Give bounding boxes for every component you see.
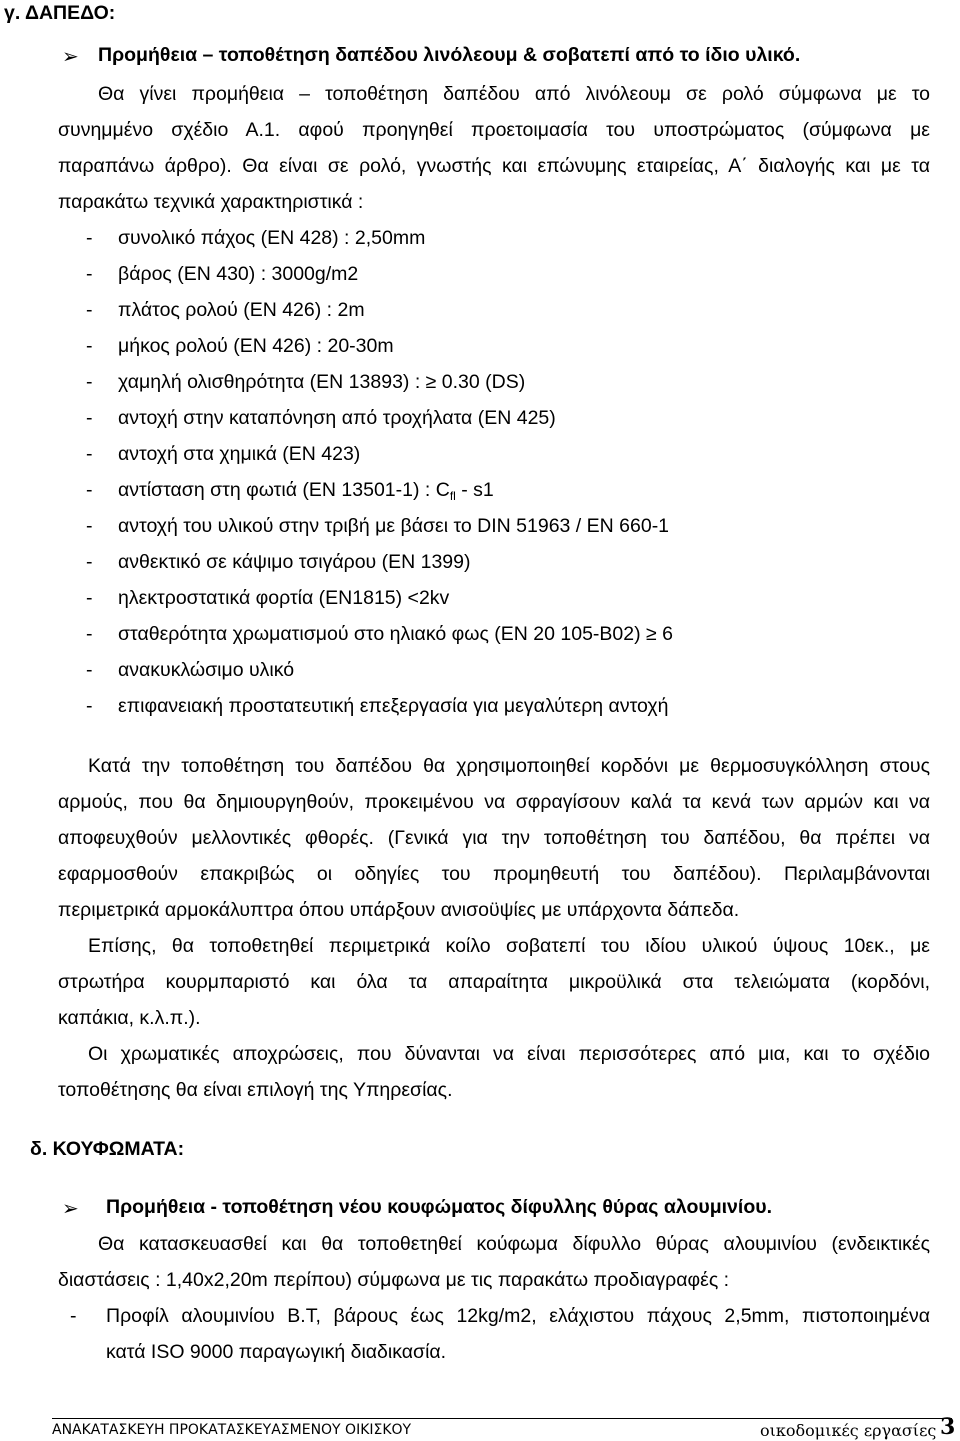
spec-item: ανθεκτικό σε κάψιμο τσιγάρου (ΕΝ 1399)	[118, 551, 471, 573]
list-dash: -	[86, 443, 93, 465]
paragraph-line: στρωτήρα κουρμπαριστό και όλα τα απαραίτητα μικροϋλικά στα τελειώματα (κορδόνι,	[58, 971, 930, 993]
section-heading-floor: γ. ΔΑΠΕΔΟ:	[4, 2, 116, 24]
paragraph-line: Επίσης, θα τοποθετηθεί περιμετρικά κοίλο σοβατεπί του ιδίου υλικού ύψους 10εκ., με	[88, 935, 930, 957]
list-dash: -	[86, 335, 93, 357]
fire-spec-subscript: fl	[449, 489, 456, 503]
list-dash: -	[86, 263, 93, 285]
bullet-arrow-icon: ➢	[62, 1198, 79, 1220]
spec-item: επιφανειακή προστατευτική επεξεργασία για μεγαλύτερη αντοχή	[118, 695, 669, 717]
intro-line: συνημμένο σχέδιο Α.1. αφού προηγηθεί προετοιμασία του υποστρώματος (σύμφωνα με	[58, 119, 930, 141]
list-dash: -	[86, 407, 93, 429]
footer-section-label: οικοδομικές εργασίες	[760, 1421, 937, 1440]
list-dash: -	[86, 479, 93, 501]
list-dash: -	[86, 623, 93, 645]
list-dash: -	[86, 659, 93, 681]
list-dash: -	[70, 1305, 77, 1327]
spec-item: ανακυκλώσιμο υλικό	[118, 659, 295, 681]
spec-item: μήκος ρολού (ΕΝ 426) : 20-30m	[118, 335, 394, 357]
list-dash: -	[86, 371, 93, 393]
spec-item-fire-resistance	[118, 472, 494, 510]
bullet-title-aluminium-door: Προμήθεια - τοποθέτηση νέου κουφώματος δίφυλλης θύρας αλουμινίου.	[106, 1196, 772, 1218]
paragraph-line: περιμετρικά αρμοκάλυπτρα όπου υπάρξουν ανισοϋψίες με υπάρχοντα δάπεδα.	[58, 899, 740, 921]
bullet-title-linoleum: Προμήθεια – τοποθέτηση δαπέδου λινόλεουμ & σοβατεπί από το ίδιο υλικό.	[98, 44, 801, 66]
list-dash: -	[86, 299, 93, 321]
spec-item: αντοχή του υλικού στην τριβή με βάσει το DIN 51963 / EN 660-1	[118, 515, 670, 537]
intro-line: Θα κατασκευασθεί και θα τοποθετηθεί κούφωμα δίφυλλο θύρας αλουμινίου (ενδεικτικές	[98, 1233, 930, 1255]
paragraph-line: τοποθέτησης θα είναι επιλογή της Υπηρεσίας.	[58, 1079, 453, 1101]
bullet-arrow-icon: ➢	[62, 46, 79, 68]
item-line: Προφίλ αλουμινίου Β.Τ, βάρους έως 12kg/m2, ελάχιστου πάχους 2,5mm, πιστοποιημένα	[106, 1305, 930, 1327]
paragraph-line: εφαρμοσθούν επακριβώς οι οδηγίες του προμηθευτή του δαπέδου). Περιλαμβάνονται	[58, 863, 930, 885]
spec-item: συνολικό πάχος (ΕΝ 428) : 2,50mm	[118, 227, 426, 249]
page-number: 3	[940, 1414, 956, 1440]
fire-spec-main: αντίσταση στη φωτιά (ΕΝ 13501-1) : C	[118, 479, 450, 501]
paragraph-line: αποφευχθούν μελλοντικές φθορές. (Γενικά για την τοποθέτηση του δαπέδου, θα πρέπει να	[58, 827, 930, 849]
footer-divider	[52, 1418, 952, 1419]
spec-item: πλάτος ρολού (ΕΝ 426) : 2m	[118, 299, 365, 321]
spec-item: αντοχή στην καταπόνηση από τροχήλατα (ΕΝ 425)	[118, 407, 556, 429]
intro-line: Θα γίνει προμήθεια – τοποθέτηση δαπέδου από λινόλεουμ σε ρολό σύμφωνα με το	[98, 83, 930, 105]
intro-line: παραπάνω άρθρο). Θα είναι σε ρολό, γνωστής και επώνυμης εταιρείας, Α΄ διαλογής και με τα	[58, 155, 930, 177]
intro-line: διαστάσεις : 1,40x2,20m περίπου) σύμφωνα με τις παρακάτω προδιαγραφές :	[58, 1269, 730, 1291]
list-dash: -	[86, 227, 93, 249]
spec-item: αντοχή στα χημικά (ΕΝ 423)	[118, 443, 361, 465]
intro-line: παρακάτω τεχνικά χαρακτηριστικά :	[58, 191, 364, 213]
spec-item: σταθερότητα χρωματισμού στο ηλιακό φως (ΕΝ 20 105-Β02) ≥ 6	[118, 623, 673, 645]
spec-item: χαμηλή ολισθηρότητα (ΕΝ 13893) : ≥ 0.30 (DS)	[118, 371, 526, 393]
paragraph-line: αρμούς, που θα δημιουργηθούν, προκειμένου να σφραγίσουν καλά τα κενά των αρμών και να	[58, 791, 930, 813]
item-line: κατά ISO 9000 παραγωγική διαδικασία.	[106, 1341, 447, 1363]
list-dash: -	[86, 551, 93, 573]
spec-item: ηλεκτροστατικά φορτία (ΕΝ1815) <2kv	[118, 587, 450, 609]
section-heading-frames: δ. ΚΟΥΦΩΜΑΤΑ:	[30, 1138, 185, 1160]
footer-document-title: ΑΝΑΚΑΤΑΣΚΕΥΗ ΠΡΟΚΑΤΑΣΚΕΥΑΣΜΕΝΟΥ ΟΙΚΙΣΚΟΥ	[52, 1422, 412, 1438]
fire-spec-tail: - s1	[455, 479, 494, 501]
paragraph-line: Κατά την τοποθέτηση του δαπέδου θα χρησιμοποιηθεί κορδόνι με θερμοσυγκόλληση στους	[88, 755, 930, 777]
paragraph-line: Οι χρωματικές αποχρώσεις, που δύνανται να είναι περισσότερες από μια, και το σχέδιο	[88, 1043, 930, 1065]
list-dash: -	[86, 587, 93, 609]
list-dash: -	[86, 695, 93, 717]
list-dash: -	[86, 515, 93, 537]
paragraph-line: καπάκια, κ.λ.π.).	[58, 1007, 201, 1029]
spec-item: βάρος (ΕΝ 430) : 3000g/m2	[118, 263, 359, 285]
